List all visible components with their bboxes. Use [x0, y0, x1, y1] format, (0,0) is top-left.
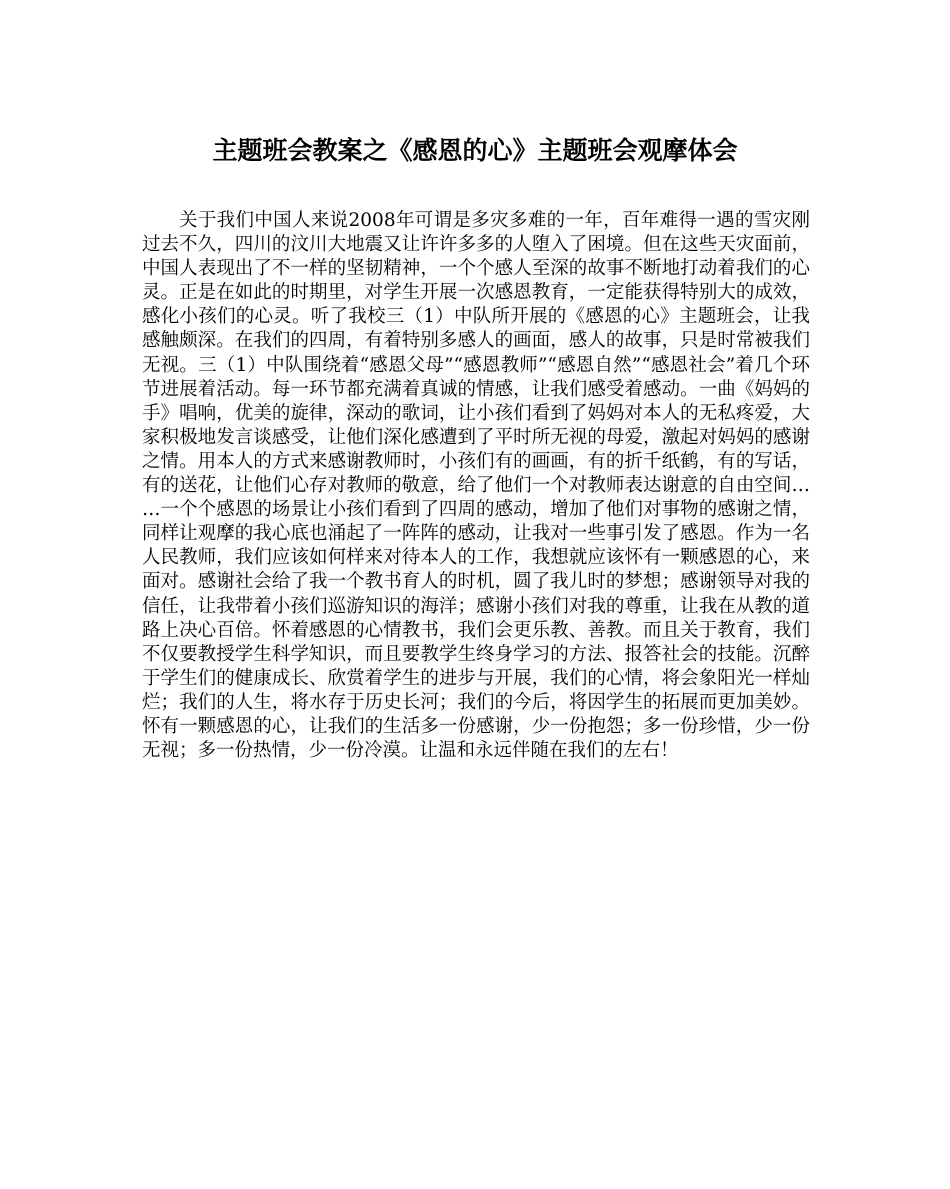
document-title: 主题班会教案之《感恩的心》主题班会观摩体会 [212, 136, 738, 165]
body-paragraph: 关于我们中国人来说2008年可谓是多灾多难的一年，百年难得一遇的雪灾刚过去不久，四川的汶川大地震又让许许多多的人堕入了困境。但在这些天灾面前，中国人表现出了不一样的坚韧精神，一个个感人至深的故事不断地打动着我们的心灵。正是在如此的时期里，对学生开展一次感恩教育，一定能获得特别大的成效，感化小孩们的心灵。听了我校三（1）中队所开展的《感恩的心》主题班会，让我感触颇深。在我们的四周，有着特别多感人的画面，感人的故事，只是时常被我们无视。三（1）中队围绕着“感恩父母”“感恩教师”“感恩自然”“感恩社会”着几个环节进展着活动。每一环节都充满着真诚的情感，让我们感受着感动。一曲《妈妈的手》唱响，优美的旋律，深动的歌词，让小孩们看到了妈妈对本人的无私疼爱，大家积极地发言谈感受，让他们深化感遭到了平时所无视的母爱，激起对妈妈的感谢之情。用本人的方式来感谢教师时，小孩们有的画画，有的折千纸鹤，有的写话，有的送花，让他们心存对教师的敬意，给了他们一个对教师表达谢意的自由空间……一个个感恩的场景让小孩们看到了四周的感动，增加了他们对事物的感谢之情，同样让观摩的我心底也涌起了一阵阵的感动，让我对一些事引发了感恩。作为一名人民教师，我们应该如何样来对待本人的工作，我想就应该怀有一颗感恩的心，来面对。感谢社会给了我一个教书育人的时机，圆了我儿时的梦想；感谢领导对我的信任，让我带着小孩们巡游知识的海洋；感谢小孩们对我的尊重，让我在从教的道路上决心百倍。怀着感恩的心情教书，我们会更乐教、善教。而且关于教育，我们不仅要教授学生科学知识，而且要教学生终身学习的方法、报答社会的技能。沉醉于学生们的健康成长、欣赏着学生的进步与开展，我们的心情，将会象阳光一样灿烂；我们的人生，将水存于历史长河；我们的今后，将因学生的拓展而更加美妙。怀有一颗感恩的心，让我们的生活多一份感谢，少一份抱怨；多一份珍惜，少一份无视；多一份热情，少一份冷漠。让温和永远伴随在我们的左右！ [142, 210, 810, 762]
